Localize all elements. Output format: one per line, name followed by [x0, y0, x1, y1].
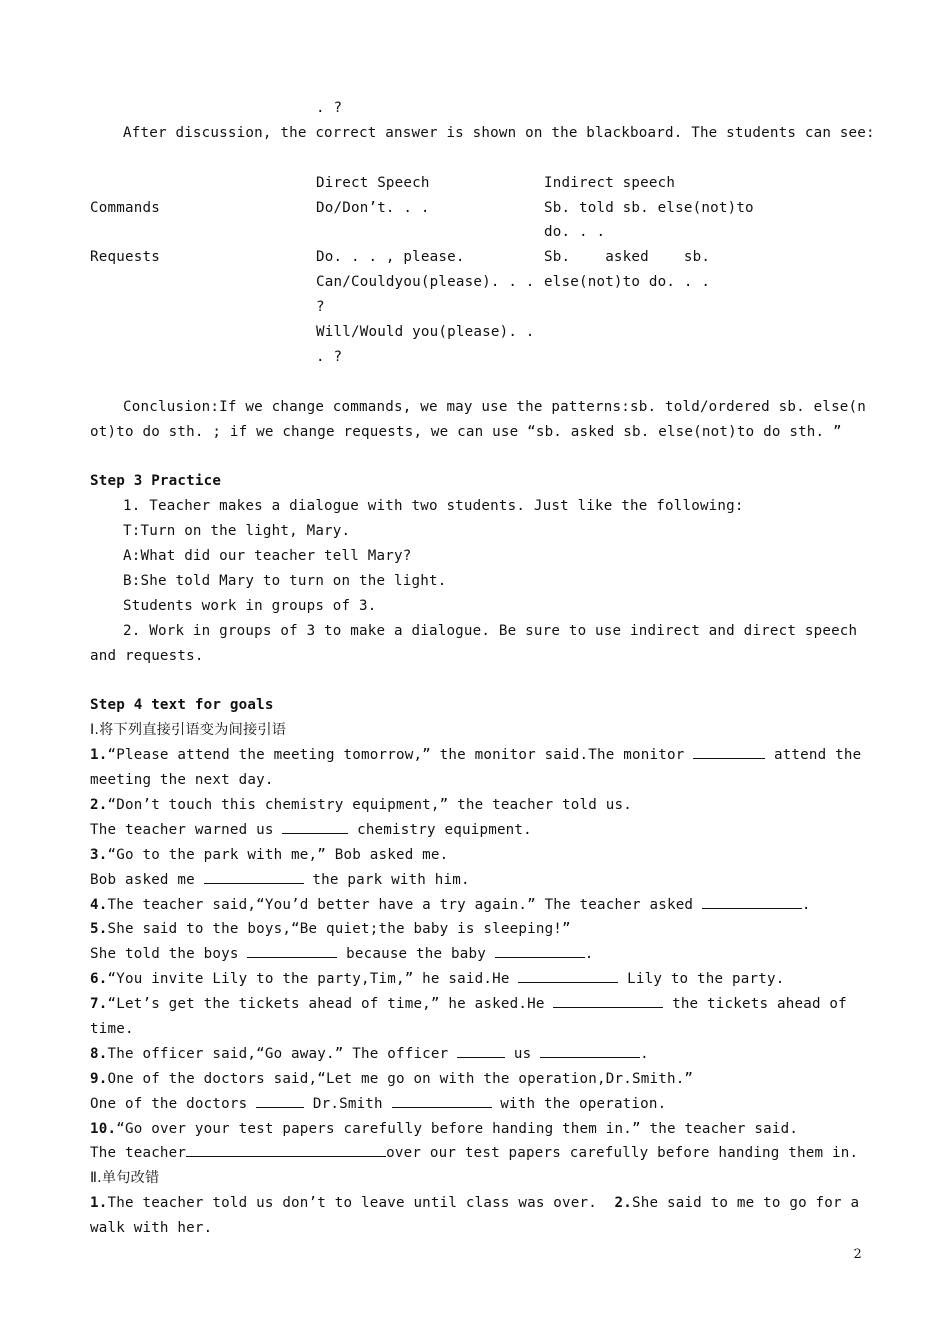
question-1: 1.“Please attend the meeting tomorrow,” the monitor said.The monitor attend the	[90, 743, 862, 768]
step3-line: 1. Teacher makes a dialogue with two students. Just like the following:	[123, 498, 744, 515]
question-1-cont: meeting the next day.	[90, 772, 274, 789]
question-9-answer: One of the doctors Dr.Smith with the operation.	[90, 1092, 862, 1117]
document-page	[90, 96, 875, 1241]
requests-direct-1: Do. . . , please.	[316, 249, 465, 266]
question-2-answer: The teacher warned us chemistry equipment.	[90, 818, 862, 843]
conclusion-line-2: ot)to do sth. ; if we change requests, we can use “sb. asked sb. else(not)to do sth. ”	[90, 423, 842, 440]
section2-heading: Ⅱ.单句改错	[90, 1170, 160, 1187]
answer-blank[interactable]	[553, 992, 663, 1008]
after-discussion-line: After discussion, the correct answer is shown on the blackboard. The students can see:	[123, 124, 875, 141]
answer-blank[interactable]	[186, 1141, 386, 1157]
question-4: 4.The teacher said,“You’d better have a try again.” The teacher asked .	[90, 893, 862, 918]
question-8: 8.The officer said,“Go away.” The officer us .	[90, 1042, 862, 1067]
requests-indirect-1: Sb. asked sb.	[544, 249, 711, 266]
top-line: . ?	[316, 100, 343, 116]
requests-direct-3: ?	[316, 299, 325, 316]
answer-blank[interactable]	[282, 818, 348, 834]
commands-direct: Do/Don’t. . .	[316, 199, 430, 216]
question-10: 10.“Go over your test papers carefully before handing them in.” the teacher said.	[90, 1120, 799, 1137]
question-10-answer: The teacher over our test papers carefully before handing them in.	[90, 1141, 862, 1166]
section1-heading: Ⅰ.将下列直接引语变为间接引语	[90, 722, 287, 739]
requests-direct-5: . ?	[316, 348, 343, 365]
answer-blank[interactable]	[457, 1042, 505, 1058]
speech-table	[90, 171, 862, 370]
answer-blank[interactable]	[392, 1092, 492, 1108]
requests-direct-2: Can/Couldyou(please). . .	[316, 274, 535, 291]
question-3-answer: Bob asked me the park with him.	[90, 868, 862, 893]
error-correction-cont: walk with her.	[90, 1220, 213, 1237]
header-indirect: Indirect speech	[544, 174, 676, 191]
step4-heading: Step 4 text for goals	[90, 697, 274, 714]
question-3: 3.“Go to the park with me,” Bob asked me.	[90, 846, 449, 863]
step3-line: Students work in groups of 3.	[123, 597, 377, 614]
question-9: 9.One of the doctors said,“Let me go on with the operation,Dr.Smith.”	[90, 1070, 694, 1087]
requests-direct-4: Will/Would you(please). .	[316, 324, 535, 341]
requests-indirect-2: else(not)to do. . .	[544, 274, 711, 291]
question-2: 2.“Don’t touch this chemistry equipment,” the teacher told us.	[90, 796, 632, 813]
answer-blank[interactable]	[495, 942, 585, 958]
row-commands-label: Commands	[90, 199, 160, 216]
question-7: 7.“Let’s get the tickets ahead of time,” he asked.He the tickets ahead of	[90, 992, 862, 1017]
question-7-cont: time.	[90, 1020, 134, 1037]
step3-line: B:She told Mary to turn on the light.	[123, 572, 447, 589]
header-direct: Direct Speech	[316, 174, 430, 191]
answer-blank[interactable]	[702, 893, 802, 909]
answer-blank[interactable]	[540, 1042, 640, 1058]
error-correction-line: 1.The teacher told us don’t to leave until class was over. 2.She said to me to go for a	[90, 1195, 860, 1212]
conclusion-line-1: Conclusion:If we change commands, we may use the patterns:sb. told/ordered sb. else(n	[123, 398, 867, 415]
step3-item2-line2: and requests.	[90, 647, 204, 664]
table-corner	[90, 171, 316, 196]
step3-line: T:Turn on the light, Mary.	[123, 523, 351, 540]
question-5: 5.She said to the boys,“Be quiet;the baby is sleeping!”	[90, 921, 571, 938]
answer-blank[interactable]	[518, 967, 618, 983]
page-number: 2	[853, 1247, 862, 1262]
commands-indirect-1: Sb. told sb. else(not)to	[544, 199, 754, 216]
step3-line: A:What did our teacher tell Mary?	[123, 548, 412, 565]
answer-blank[interactable]	[256, 1092, 304, 1108]
row-requests-label: Requests	[90, 249, 160, 266]
answer-blank[interactable]	[204, 868, 304, 884]
step3-heading: Step 3 Practice	[90, 473, 222, 490]
commands-indirect-2: do. . .	[544, 224, 606, 241]
question-5-answer: She told the boys because the baby .	[90, 942, 862, 967]
answer-blank[interactable]	[247, 942, 337, 958]
question-6: 6.“You invite Lily to the party,Tim,” he said.He Lily to the party.	[90, 967, 862, 992]
answer-blank[interactable]	[693, 743, 765, 759]
step3-item2-line1: 2. Work in groups of 3 to make a dialogue. Be sure to use indirect and direct speech	[123, 622, 858, 639]
